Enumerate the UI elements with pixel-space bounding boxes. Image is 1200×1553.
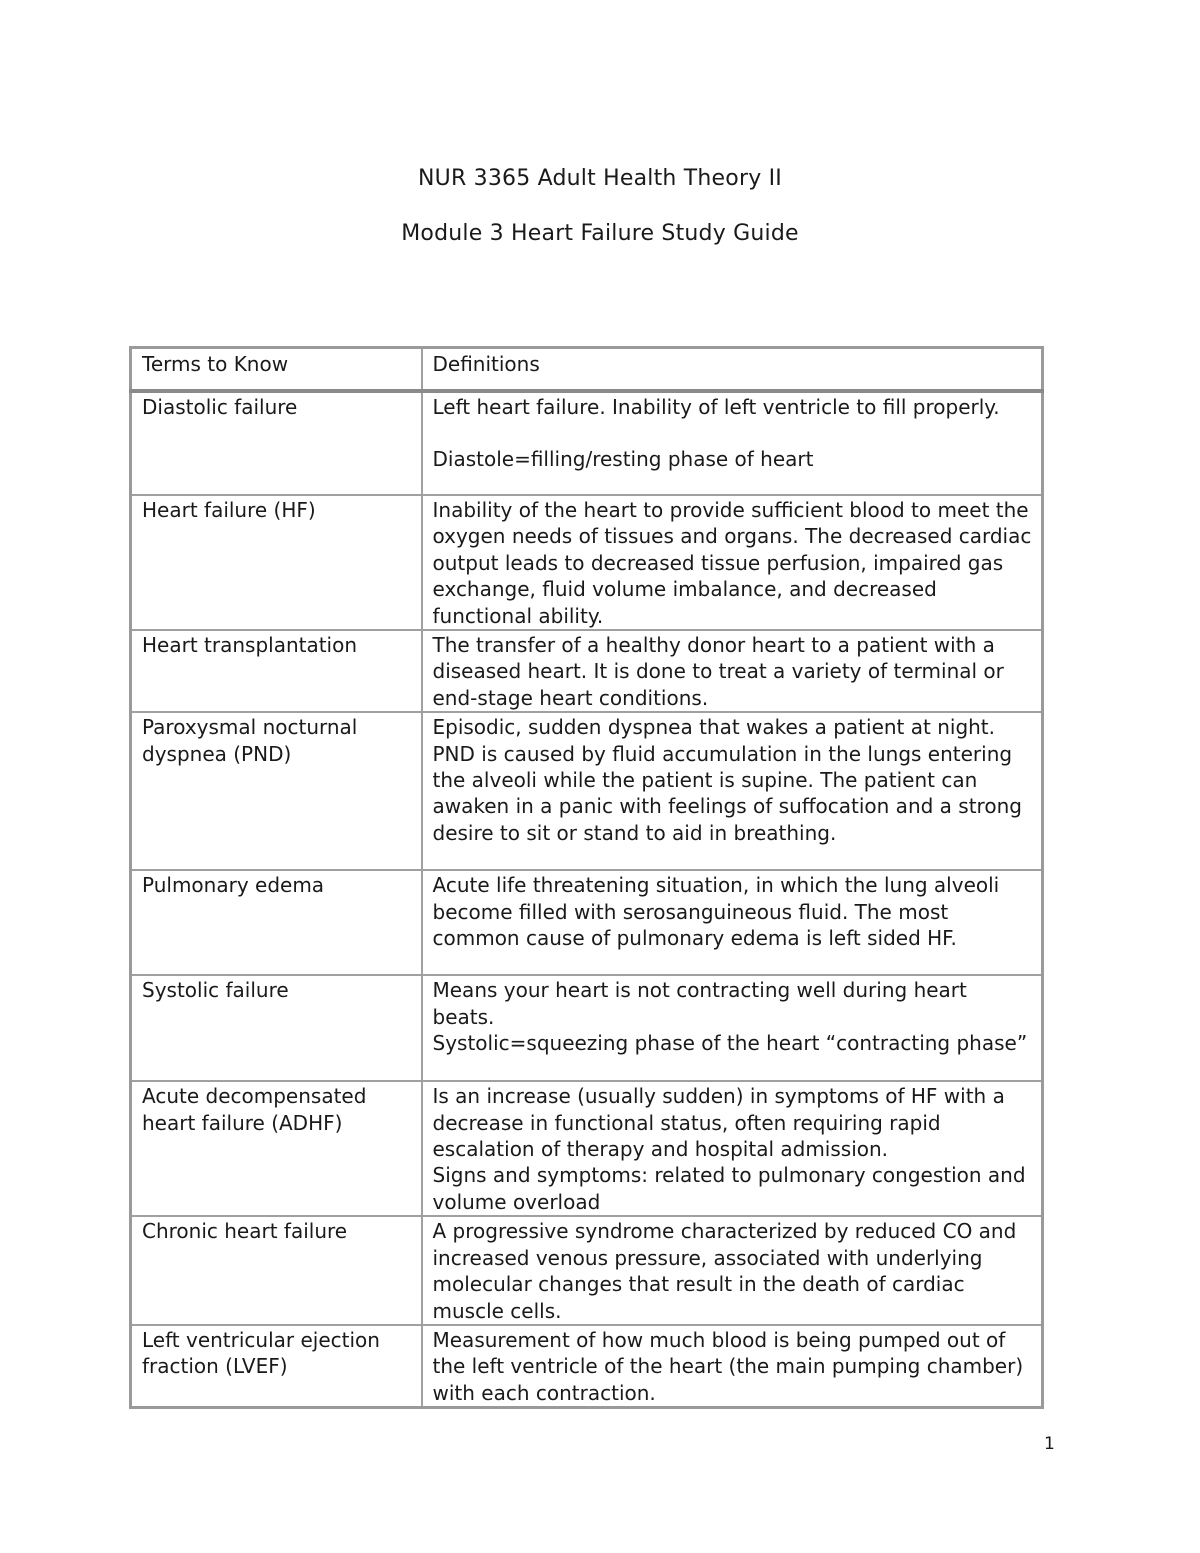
definition-cell: Acute life threatening situation, in which the lung alveoli become filled with serosanguineous fluid. The most common cause of pulmonary edema is left sided HF. — [422, 870, 1043, 975]
term-cell: Left ventricular ejection fraction (LVEF) — [131, 1325, 422, 1408]
term-cell: Pulmonary edema — [131, 870, 422, 975]
table-row — [131, 391, 1043, 495]
term-cell: Systolic failure — [131, 975, 422, 1081]
term-cell: Diastolic failure — [131, 391, 422, 495]
definition-text: Left heart failure. Inability of left ventricle to fill properly. — [432, 395, 1000, 419]
table-row — [131, 1081, 1043, 1216]
document-subtitle: Module 3 Heart Failure Study Guide — [401, 221, 799, 246]
document-title: NUR 3365 Adult Health Theory II — [418, 166, 782, 191]
term-cell: Heart transplantation — [131, 630, 422, 712]
table-row — [131, 1216, 1043, 1325]
table-row — [131, 630, 1043, 712]
term-cell: Paroxysmal nocturnal dyspnea (PND) — [131, 712, 422, 870]
table-row — [131, 1325, 1043, 1408]
definition-text: Is an increase (usually sudden) in symptoms of HF with a decrease in functional status, often requiring rapid escalation of therapy and hospital admission. — [432, 1084, 1005, 1162]
definition-cell: Episodic, sudden dyspnea that wakes a patient at night. PND is caused by fluid accumulation in the lungs entering the alveoli while the patient is supine. The patient can awaken in a panic with feelings of suffocation and a strong desire to sit or stand to aid in breathing. — [422, 712, 1043, 870]
definition-cell: A progressive syndrome characterized by reduced CO and increased venous pressure, associated with underlying molecular changes that result in the death of cardiac muscle cells. — [422, 1216, 1043, 1325]
definition-note: Systolic=squeezing phase of the heart “contracting phase” — [432, 1031, 1028, 1056]
definition-cell — [422, 975, 1043, 1081]
table-row — [131, 870, 1043, 975]
definition-cell: The transfer of a healthy donor heart to a patient with a diseased heart. It is done to treat a variety of terminal or end-stage heart conditions. — [422, 630, 1043, 712]
table-row — [131, 975, 1043, 1081]
terms-table — [129, 346, 1044, 1409]
definition-cell — [422, 391, 1043, 495]
term-cell: Acute decompensated heart failure (ADHF) — [131, 1081, 422, 1216]
table-row — [131, 495, 1043, 630]
definition-text: Means your heart is not contracting well during heart beats. — [432, 978, 967, 1029]
term-cell: Chronic heart failure — [131, 1216, 422, 1325]
definition-cell: Inability of the heart to provide sufficient blood to meet the oxygen needs of tissues and organs. The decreased cardiac output leads to decreased tissue perfusion, impaired gas exchange, fluid volume imbalance, and decreased functional ability. — [422, 495, 1043, 630]
term-cell: Heart failure (HF) — [131, 495, 422, 630]
header-terms: Terms to Know — [131, 348, 422, 392]
table-header-row — [131, 348, 1043, 392]
header-definitions: Definitions — [422, 348, 1043, 392]
definition-cell — [422, 1081, 1043, 1216]
page-number: 1 — [1044, 1434, 1055, 1454]
definition-note: Diastole=filling/resting phase of heart — [432, 447, 814, 472]
table-row — [131, 712, 1043, 870]
definition-cell: Measurement of how much blood is being pumped out of the left ventricle of the heart (the main pumping chamber) with each contraction. — [422, 1325, 1043, 1408]
definition-note: Signs and symptoms: related to pulmonary congestion and volume overload — [432, 1163, 1026, 1214]
